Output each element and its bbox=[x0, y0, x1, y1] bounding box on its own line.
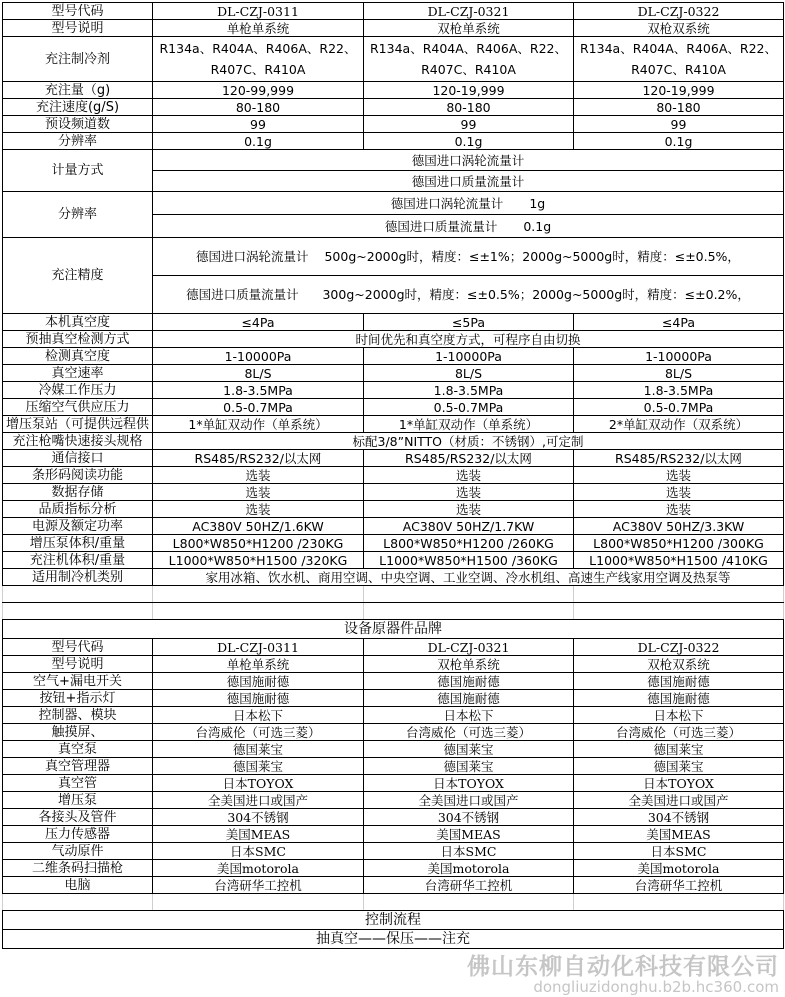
row-label: 压缩空气供应压力 bbox=[3, 399, 153, 416]
value-cell: 美国MEAS bbox=[153, 826, 364, 843]
refrigerant-line: R134a、R404A、R406A、R22、 bbox=[370, 41, 567, 56]
value-cell: 8L/S bbox=[364, 365, 574, 382]
row-label: 预抽真空检测方式 bbox=[3, 331, 153, 348]
value-cell: 选装 bbox=[153, 484, 364, 501]
value-cell: 台湾威伦（可选三菱） bbox=[364, 724, 574, 741]
value-cell: 选装 bbox=[574, 484, 784, 501]
value-cell: 304不锈钢 bbox=[364, 809, 574, 826]
value-cell: 德国莱宝 bbox=[574, 758, 784, 775]
row-label: 型号代码 bbox=[3, 639, 153, 656]
value-cell: 0.1g bbox=[574, 133, 784, 150]
process-flow: 抽真空——保压——注充 bbox=[3, 930, 784, 949]
row-label: 压力传感器 bbox=[3, 826, 153, 843]
spec-row-comm bbox=[3, 450, 784, 467]
row-label: 分辨率 bbox=[3, 133, 153, 150]
value-cell: 德国莱宝 bbox=[153, 741, 364, 758]
accuracy-text: 500g~2000g时，精度：≤±1%；2000g~5000g时，精度：≤±0.5%， bbox=[324, 249, 740, 264]
watermark-company: 佛山东柳自动化科技有限公司 bbox=[467, 954, 779, 980]
process-flow-row bbox=[3, 930, 784, 949]
value-cell: 日本TOYOX bbox=[153, 775, 364, 792]
value-cell: L800*W850*H1200 /260KG bbox=[364, 535, 574, 552]
value-cell: 台湾研华工控机 bbox=[574, 877, 784, 894]
spec-row-refrig-pressure bbox=[3, 382, 784, 399]
value-cell: 德国施耐德 bbox=[153, 673, 364, 690]
value-cell: 1.8-3.5MPa bbox=[364, 382, 574, 399]
empty-cell bbox=[3, 894, 153, 911]
row-label: 冷媒工作压力 bbox=[3, 382, 153, 399]
model-code-cell: DL-CZJ-0311 bbox=[153, 639, 364, 656]
row-label: 条形码阅读功能 bbox=[3, 467, 153, 484]
empty-cell bbox=[153, 894, 364, 911]
value-cell: 选装 bbox=[153, 467, 364, 484]
row-label: 充注机体积/重量 bbox=[3, 552, 153, 569]
value-cell: 1*单缸双动作（单系统） bbox=[364, 416, 574, 433]
row-label: 预设频道数 bbox=[3, 116, 153, 133]
process-title-row bbox=[3, 911, 784, 930]
value-cell: 双枪单系统 bbox=[364, 656, 574, 673]
value-cell: 1.8-3.5MPa bbox=[574, 382, 784, 399]
value-cell: 日本TOYOX bbox=[364, 775, 574, 792]
value-cell: 8L/S bbox=[574, 365, 784, 382]
spec-row-resolution bbox=[3, 133, 784, 150]
row-label: 分辨率 bbox=[3, 192, 153, 238]
row-label: 数据存储 bbox=[3, 484, 153, 501]
row-label: 充注量（g) bbox=[3, 82, 153, 99]
refrigerant-line: R134a、R404A、R406A、R22、 bbox=[580, 41, 777, 56]
value-cell: 全美国进口或国产 bbox=[574, 792, 784, 809]
empty-cell bbox=[153, 603, 364, 620]
value-cell: 日本松下 bbox=[364, 707, 574, 724]
value-cell: 120-19,999 bbox=[574, 82, 784, 99]
brand-row bbox=[3, 843, 784, 860]
resolution-detail-cell bbox=[153, 192, 784, 215]
value-cell: RS485/RS232/以太网 bbox=[574, 450, 784, 467]
meter-name: 德国进口质量流量计 bbox=[186, 287, 299, 302]
spec-row-storage bbox=[3, 484, 784, 501]
resolution-detail-cell bbox=[153, 215, 784, 238]
value-cell: 台湾研华工控机 bbox=[364, 877, 574, 894]
spec-row-resolution-2 bbox=[3, 192, 784, 215]
value-cell: 选装 bbox=[574, 467, 784, 484]
row-label: 本机真空度 bbox=[3, 314, 153, 331]
value-cell: 0.1g bbox=[153, 133, 364, 150]
row-label: 电源及额定功率 bbox=[3, 518, 153, 535]
value-cell: 单枪单系统 bbox=[153, 20, 364, 37]
spec-row-coupler bbox=[3, 433, 784, 450]
row-label: 二维条码扫描枪 bbox=[3, 860, 153, 877]
value-cell: ≤5Pa bbox=[364, 314, 574, 331]
section-title: 控制流程 bbox=[3, 911, 784, 930]
value-cell: 日本TOYOX bbox=[574, 775, 784, 792]
spec-row-charge-amount bbox=[3, 82, 784, 99]
empty-cell bbox=[153, 586, 364, 603]
value-cell: 双枪双系统 bbox=[574, 656, 784, 673]
row-label: 充注速度(g/S) bbox=[3, 99, 153, 116]
spec-row-channels bbox=[3, 116, 784, 133]
row-label: 增压泵 bbox=[3, 792, 153, 809]
value-cell: 德国施耐德 bbox=[153, 690, 364, 707]
value-cell: 日本SMC bbox=[364, 843, 574, 860]
row-label: 计量方式 bbox=[3, 150, 153, 192]
empty-cell bbox=[574, 586, 784, 603]
brand-row bbox=[3, 707, 784, 724]
row-label: 电脑 bbox=[3, 877, 153, 894]
row-label: 真空管理器 bbox=[3, 758, 153, 775]
row-label: 型号代码 bbox=[3, 3, 153, 20]
refrigerant-line: R134a、R404A、R406A、R22、 bbox=[159, 41, 357, 56]
row-label: 增压泵站（可提供远程供 bbox=[3, 416, 153, 433]
empty-cell bbox=[3, 603, 153, 620]
row-label: 品质指标分析 bbox=[3, 501, 153, 518]
value-cell: 1*单缸双动作（单系统） bbox=[153, 416, 364, 433]
empty-cell bbox=[574, 894, 784, 911]
accuracy-text: 300g~2000g时，精度：≤±0.5%；2000g~5000g时，精度：≤±0.2%， bbox=[322, 287, 750, 302]
row-label: 气动原件 bbox=[3, 843, 153, 860]
row-label: 真空泵 bbox=[3, 741, 153, 758]
value-cell: AC380V 50HZ/1.7KW bbox=[364, 518, 574, 535]
refrigerant-cell bbox=[364, 37, 574, 82]
value-cell: 日本SMC bbox=[153, 843, 364, 860]
value-cell: 选装 bbox=[364, 484, 574, 501]
row-label: 控制器、模块 bbox=[3, 707, 153, 724]
brand-row bbox=[3, 741, 784, 758]
value-cell: 德国施耐德 bbox=[574, 690, 784, 707]
row-label: 检测真空度 bbox=[3, 348, 153, 365]
value-cell: L1000*W850*H1500 /410KG bbox=[574, 552, 784, 569]
value-cell: 99 bbox=[153, 116, 364, 133]
model-code-cell: DL-CZJ-0321 bbox=[364, 639, 574, 656]
spec-row-application bbox=[3, 569, 784, 586]
value-cell: 双枪单系统 bbox=[364, 20, 574, 37]
value-cell: 德国莱宝 bbox=[364, 758, 574, 775]
spec-row-air-pressure bbox=[3, 399, 784, 416]
value-cell: 0.5-0.7MPa bbox=[153, 399, 364, 416]
value-cell: 选装 bbox=[364, 467, 574, 484]
spec-row-model-code bbox=[3, 3, 784, 20]
spec-row-accuracy bbox=[3, 238, 784, 276]
row-label: 各接头及管件 bbox=[3, 809, 153, 826]
empty-cell bbox=[364, 586, 574, 603]
empty-cell bbox=[364, 894, 574, 911]
value-cell: 全美国进口或国产 bbox=[364, 792, 574, 809]
meter-name: 德国进口涡轮流量计 bbox=[196, 249, 309, 264]
brand-row bbox=[3, 673, 784, 690]
metering-cell: 德国进口涡轮流量计 bbox=[153, 150, 784, 171]
value-cell: 台湾研华工控机 bbox=[153, 877, 364, 894]
meter-value: 0.1g bbox=[523, 218, 552, 234]
value-cell: 1-10000Pa bbox=[574, 348, 784, 365]
value-cell: 德国施耐德 bbox=[364, 673, 574, 690]
value-cell: 双枪双系统 bbox=[574, 20, 784, 37]
brand-row bbox=[3, 758, 784, 775]
value-cell: 德国施耐德 bbox=[574, 673, 784, 690]
value-cell: 日本松下 bbox=[153, 707, 364, 724]
value-cell: 德国莱宝 bbox=[153, 758, 364, 775]
brand-row bbox=[3, 792, 784, 809]
spec-row-booster-size bbox=[3, 535, 784, 552]
row-label: 型号说明 bbox=[3, 656, 153, 673]
model-code-cell: DL-CZJ-0321 bbox=[364, 3, 574, 20]
spec-row-quality bbox=[3, 501, 784, 518]
value-cell: 美国MEAS bbox=[364, 826, 574, 843]
row-label: 按钮+指示灯 bbox=[3, 690, 153, 707]
value-cell: 99 bbox=[364, 116, 574, 133]
row-label: 增压泵体积/重量 bbox=[3, 535, 153, 552]
value-cell: 美国motorola bbox=[153, 860, 364, 877]
value-cell: 304不锈钢 bbox=[574, 809, 784, 826]
row-label: 适用制冷机类别 bbox=[3, 569, 153, 586]
value-cell: 选装 bbox=[153, 501, 364, 518]
value-cell: 标配3/8”NITTO（材质：不锈钢）,可定制 bbox=[153, 433, 784, 450]
value-cell: 德国莱宝 bbox=[364, 741, 574, 758]
refrigerant-line: R407C、R410A bbox=[210, 62, 306, 77]
value-cell: 美国MEAS bbox=[574, 826, 784, 843]
spec-row-refrigerant bbox=[3, 37, 784, 82]
model-code-cell: DL-CZJ-0311 bbox=[153, 3, 364, 20]
value-cell: 2*单缸双动作（双系统） bbox=[574, 416, 784, 433]
section-title: 设备原器件品牌 bbox=[3, 620, 784, 639]
value-cell: 选装 bbox=[574, 501, 784, 518]
value-cell: L1000*W850*H1500 /320KG bbox=[153, 552, 364, 569]
brand-row bbox=[3, 690, 784, 707]
spec-row-prevac bbox=[3, 331, 784, 348]
brand-row bbox=[3, 860, 784, 877]
value-cell: 家用冰箱、饮水机、商用空调、中央空调、工业空调、冷水机组、高速生产线家用空调及热泵等 bbox=[153, 569, 784, 586]
value-cell: 304不锈钢 bbox=[153, 809, 364, 826]
empty-cell bbox=[364, 603, 574, 620]
meter-value: 1g bbox=[529, 195, 546, 211]
row-label: 通信接口 bbox=[3, 450, 153, 467]
value-cell: 80-180 bbox=[364, 99, 574, 116]
accuracy-cell bbox=[153, 238, 784, 276]
value-cell: 80-180 bbox=[153, 99, 364, 116]
value-cell: 时间优先和真空度方式，可程序自由切换 bbox=[153, 331, 784, 348]
brand-row bbox=[3, 775, 784, 792]
row-label: 真空管 bbox=[3, 775, 153, 792]
value-cell: 0.5-0.7MPa bbox=[574, 399, 784, 416]
spacer-row bbox=[3, 894, 784, 911]
value-cell: 120-19,999 bbox=[364, 82, 574, 99]
watermark-url: dongliuzidonghu.b2b.hc360.com bbox=[533, 978, 779, 996]
value-cell: 日本SMC bbox=[574, 843, 784, 860]
value-cell: 德国施耐德 bbox=[364, 690, 574, 707]
refrigerant-cell bbox=[153, 37, 364, 82]
row-label: 充注枪嘴快速接头规格 bbox=[3, 433, 153, 450]
value-cell: AC380V 50HZ/3.3KW bbox=[574, 518, 784, 535]
refrigerant-line: R407C、R410A bbox=[421, 62, 516, 77]
brand-row bbox=[3, 826, 784, 843]
value-cell: 8L/S bbox=[153, 365, 364, 382]
spec-row-vac-speed bbox=[3, 365, 784, 382]
row-label: 触摸屏、 bbox=[3, 724, 153, 741]
value-cell: ≤4Pa bbox=[574, 314, 784, 331]
refrigerant-cell bbox=[574, 37, 784, 82]
brand-row bbox=[3, 877, 784, 894]
row-label: 型号说明 bbox=[3, 20, 153, 37]
value-cell: 全美国进口或国产 bbox=[153, 792, 364, 809]
row-label: 真空速率 bbox=[3, 365, 153, 382]
row-label: 空气+漏电开关 bbox=[3, 673, 153, 690]
spec-row-booster bbox=[3, 416, 784, 433]
row-label: 充注制冷剂 bbox=[3, 37, 153, 82]
refrigerant-line: R407C、R410A bbox=[631, 62, 726, 77]
value-cell: AC380V 50HZ/1.6KW bbox=[153, 518, 364, 535]
value-cell: 台湾威伦（可选三菱） bbox=[153, 724, 364, 741]
spec-row-detect-vac bbox=[3, 348, 784, 365]
value-cell: 1-10000Pa bbox=[364, 348, 574, 365]
value-cell: 99 bbox=[574, 116, 784, 133]
row-label: 充注精度 bbox=[3, 238, 153, 314]
spacer-row bbox=[3, 603, 784, 620]
spec-row-vacuum-degree bbox=[3, 314, 784, 331]
value-cell: 台湾威伦（可选三菱） bbox=[574, 724, 784, 741]
value-cell: 80-180 bbox=[574, 99, 784, 116]
value-cell: 1-10000Pa bbox=[153, 348, 364, 365]
brand-row-model-desc bbox=[3, 656, 784, 673]
spec-row-power bbox=[3, 518, 784, 535]
empty-cell bbox=[3, 586, 153, 603]
value-cell: RS485/RS232/以太网 bbox=[153, 450, 364, 467]
metering-cell: 德国进口质量流量计 bbox=[153, 171, 784, 192]
value-cell: ≤4Pa bbox=[153, 314, 364, 331]
brands-title-row bbox=[3, 620, 784, 639]
model-code-cell: DL-CZJ-0322 bbox=[574, 639, 784, 656]
value-cell: 日本松下 bbox=[574, 707, 784, 724]
meter-name: 德国进口质量流量计 bbox=[384, 218, 498, 234]
spec-table bbox=[2, 2, 784, 949]
value-cell: RS485/RS232/以太网 bbox=[364, 450, 574, 467]
watermark bbox=[467, 956, 779, 995]
value-cell: 0.1g bbox=[364, 133, 574, 150]
value-cell: L1000*W850*H1500 /360KG bbox=[364, 552, 574, 569]
empty-cell bbox=[574, 603, 784, 620]
spacer-row bbox=[3, 586, 784, 603]
value-cell: 单枪单系统 bbox=[153, 656, 364, 673]
spec-row-metering bbox=[3, 150, 784, 171]
value-cell: 选装 bbox=[364, 501, 574, 518]
spec-row-barcode bbox=[3, 467, 784, 484]
spec-row-model-desc bbox=[3, 20, 784, 37]
spec-row-charge-speed bbox=[3, 99, 784, 116]
brand-row-model-code bbox=[3, 639, 784, 656]
value-cell: 美国motorola bbox=[574, 860, 784, 877]
model-code-cell: DL-CZJ-0322 bbox=[574, 3, 784, 20]
value-cell: 美国motorola bbox=[364, 860, 574, 877]
brand-row bbox=[3, 809, 784, 826]
brand-row bbox=[3, 724, 784, 741]
value-cell: 德国莱宝 bbox=[574, 741, 784, 758]
value-cell: 1.8-3.5MPa bbox=[153, 382, 364, 399]
value-cell: 0.5-0.7MPa bbox=[364, 399, 574, 416]
spec-row-machine-size bbox=[3, 552, 784, 569]
value-cell: L800*W850*H1200 /300KG bbox=[574, 535, 784, 552]
meter-name: 德国进口涡轮流量计 bbox=[390, 195, 504, 211]
value-cell: L800*W850*H1200 /230KG bbox=[153, 535, 364, 552]
value-cell: 120-99,999 bbox=[153, 82, 364, 99]
accuracy-cell bbox=[153, 276, 784, 314]
